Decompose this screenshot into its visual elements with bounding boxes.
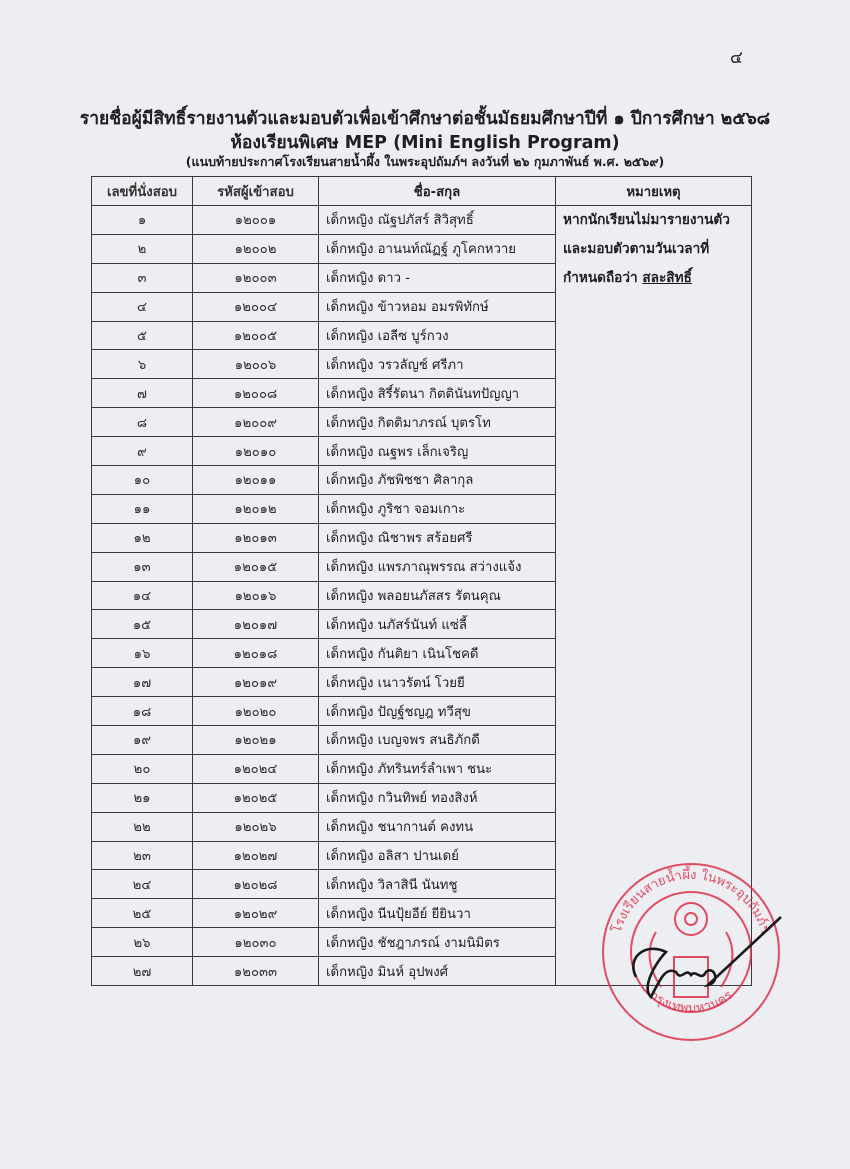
seat-number-cell: ๒๖ — [92, 928, 193, 957]
student-name-cell: เด็กหญิง เบญจพร สนธิภักดี — [319, 726, 556, 755]
student-name-cell: เด็กหญิง สิรี์รัตนา กิตตินันทปัญญา — [319, 379, 556, 408]
candidate-id-cell: ๑๒๐๑๗ — [193, 610, 319, 639]
student-name-cell: เด็กหญิง ภูริชา จอมเกาะ — [319, 494, 556, 523]
seat-number-cell: ๑๓ — [92, 552, 193, 581]
student-name-cell: เด็กหญิง ดาว - — [319, 263, 556, 292]
student-name-cell: เด็กหญิง อานนท์ณัฏฐ์ ภูโคกหวาย — [319, 234, 556, 263]
seat-number-cell: ๖ — [92, 350, 193, 379]
seat-number-cell: ๒๕ — [92, 899, 193, 928]
remark-forfeit: สละสิทธิ์ — [642, 270, 692, 286]
table-header-row — [92, 177, 752, 206]
student-name-cell: เด็กหญิง นภัสร์นันท์ แซ่ลี้ — [319, 610, 556, 639]
candidate-id-cell: ๑๒๐๒๔ — [193, 754, 319, 783]
candidate-id-cell: ๑๒๐๑๘ — [193, 639, 319, 668]
seat-number-cell: ๑๘ — [92, 697, 193, 726]
student-name-cell: เด็กหญิง ปัญฐ์ชญฎ ทวีสุข — [319, 697, 556, 726]
seat-number-cell: ๑๑ — [92, 494, 193, 523]
seat-number-cell: ๙ — [92, 437, 193, 466]
candidate-id-cell: ๑๒๐๓๐ — [193, 928, 319, 957]
seat-number-cell: ๑๗ — [92, 668, 193, 697]
student-name-cell: เด็กหญิง ณัฐปภัสร์ สิวิสุทธิ์ — [319, 206, 556, 235]
candidate-id-cell: ๑๒๐๒๗ — [193, 841, 319, 870]
candidate-id-cell: ๑๒๐๐๖ — [193, 350, 319, 379]
student-name-cell: เด็กหญิง นีนปุ้ยอีย์ ยียินวา — [319, 899, 556, 928]
student-name-cell: เด็กหญิง อลิสา ปานเดย์ — [319, 841, 556, 870]
student-name-cell: เด็กหญิง กวินทิพย์ ทองสิงห์ — [319, 783, 556, 812]
svg-text:กรุงเทพมหานคร: กรุงเทพมหานคร — [646, 987, 736, 1017]
candidate-id-cell: ๑๒๐๐๑ — [193, 206, 319, 235]
header-candidate-id: รหัสผู้เข้าสอบ — [193, 177, 319, 206]
candidate-id-cell: ๑๒๐๒๖ — [193, 812, 319, 841]
seat-number-cell: ๑ — [92, 206, 193, 235]
header-remark: หมายเหตุ — [556, 177, 752, 206]
student-name-cell: เด็กหญิง แพรภาณุพรรณ สว่างแจ้ง — [319, 552, 556, 581]
announcement-reference: (แนบท้ายประกาศโรงเรียนสายน้ำผึ้ง ในพระอุปถัมภ์ฯ ลงวันที่ ๒๖ กุมภาพันธ์ พ.ศ. ๒๕๖๙) — [185, 154, 665, 169]
seat-number-cell: ๑๙ — [92, 726, 193, 755]
student-name-cell: เด็กหญิง ข้าวหอม อมรพิทักษ์ — [319, 292, 556, 321]
student-name-cell: เด็กหญิง ภัชพิชชา ศิลากุล — [319, 466, 556, 495]
candidate-id-cell: ๑๒๐๒๕ — [193, 783, 319, 812]
candidate-id-cell: ๑๒๐๐๘ — [193, 379, 319, 408]
seat-number-cell: ๑๐ — [92, 466, 193, 495]
candidate-id-cell: ๑๒๐๒๑ — [193, 726, 319, 755]
seat-number-cell: ๒๒ — [92, 812, 193, 841]
student-name-cell: เด็กหญิง กิตติมาภรณ์ บุตรโท — [319, 408, 556, 437]
seat-number-cell: ๓ — [92, 263, 193, 292]
candidate-id-cell: ๑๒๐๐๔ — [193, 292, 319, 321]
candidate-id-cell: ๑๒๐๑๕ — [193, 552, 319, 581]
student-name-cell: เด็กหญิง ภัทรินทร์ลำเพา ชนะ — [319, 754, 556, 783]
candidate-id-cell: ๑๒๐๑๓ — [193, 523, 319, 552]
candidate-id-cell: ๑๒๐๑๑ — [193, 466, 319, 495]
student-name-cell: เด็กหญิง เอลีซ บูร์กวง — [319, 321, 556, 350]
student-name-cell: เด็กหญิง เนาวรัตน์ โวยยี — [319, 668, 556, 697]
document-subtitle-program: ห้องเรียนพิเศษ MEP (Mini English Program) — [230, 133, 620, 153]
student-name-cell: เด็กหญิง วิลาสินี นันทชู — [319, 870, 556, 899]
candidate-id-cell: ๑๒๐๐๒ — [193, 234, 319, 263]
candidate-id-cell: ๑๒๐๒๘ — [193, 870, 319, 899]
student-name-cell: เด็กหญิง ณฐพร เล็กเจริญ — [319, 437, 556, 466]
header-name: ชื่อ-สกุล — [319, 177, 556, 206]
student-name-cell: เด็กหญิง พลอยนภัสสร รัตนคุณ — [319, 581, 556, 610]
seat-number-cell: ๘ — [92, 408, 193, 437]
seat-number-cell: ๒๓ — [92, 841, 193, 870]
svg-text:โรงเรียนสายน้ำผึ้ง ในพระอุปถัม: โรงเรียนสายน้ำผึ้ง ในพระอุปถัมภ์ฯ — [609, 867, 773, 935]
seat-number-cell: ๕ — [92, 321, 193, 350]
candidate-id-cell: ๑๒๐๓๓ — [193, 957, 319, 986]
student-name-cell: เด็กหญิง ชนากานต์ คงทน — [319, 812, 556, 841]
candidate-id-cell: ๑๒๐๑๒ — [193, 494, 319, 523]
seat-number-cell: ๒๐ — [92, 754, 193, 783]
student-name-cell: เด็กหญิง ชัชฎาภรณ์ งามนิมิตร — [319, 928, 556, 957]
candidate-id-cell: ๑๒๐๑๙ — [193, 668, 319, 697]
seat-number-cell: ๑๔ — [92, 581, 193, 610]
seat-number-cell: ๗ — [92, 379, 193, 408]
seat-number-cell: ๒๗ — [92, 957, 193, 986]
page-number: ๔ — [730, 48, 743, 68]
seat-number-cell: ๑๒ — [92, 523, 193, 552]
seat-number-cell: ๒๔ — [92, 870, 193, 899]
seat-number-cell: ๑๖ — [92, 639, 193, 668]
candidate-id-cell: ๑๒๐๑๖ — [193, 581, 319, 610]
seat-number-cell: ๑๕ — [92, 610, 193, 639]
student-name-cell: เด็กหญิง ณิชาพร สร้อยศรี — [319, 523, 556, 552]
document-title: รายชื่อผู้มีสิทธิ์รายงานตัวและมอบตัวเพื่อเข้าศึกษาต่อชั้นมัธยมศึกษาปีที่ ๑ ปีการศึกษา ๒๕๖๘ — [79, 109, 771, 129]
remark-text: หากนักเรียนไม่มารายงานตัวและมอบตัวตามวันเวลาที่กำหนดถือว่า — [563, 212, 730, 286]
school-seal-stamp — [596, 857, 786, 1042]
seat-number-cell: ๒๑ — [92, 783, 193, 812]
candidate-id-cell: ๑๒๐๐๙ — [193, 408, 319, 437]
candidate-id-cell: ๑๒๐๑๐ — [193, 437, 319, 466]
student-name-cell: เด็กหญิง กันติยา เนินโชคดี — [319, 639, 556, 668]
candidate-id-cell: ๑๒๐๐๕ — [193, 321, 319, 350]
student-name-cell: เด็กหญิง วรวลัญช์ ศรีภา — [319, 350, 556, 379]
candidate-id-cell: ๑๒๐๒๙ — [193, 899, 319, 928]
candidate-id-cell: ๑๒๐๐๓ — [193, 263, 319, 292]
seat-number-cell: ๒ — [92, 234, 193, 263]
candidate-id-cell: ๑๒๐๒๐ — [193, 697, 319, 726]
table-row — [92, 206, 752, 235]
header-seat-number: เลขที่นั่งสอบ — [92, 177, 193, 206]
seat-number-cell: ๔ — [92, 292, 193, 321]
student-name-cell: เด็กหญิง มินห์ อุปพงศ์ — [319, 957, 556, 986]
